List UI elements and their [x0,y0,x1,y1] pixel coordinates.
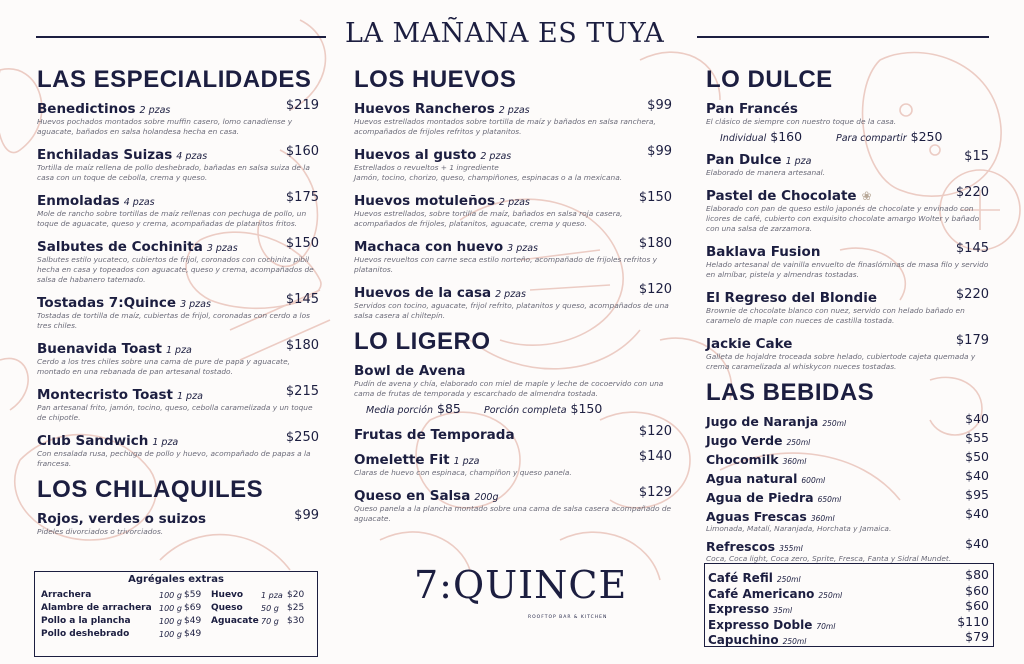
extras-qty: 100 g [159,591,182,600]
item-description: Huevos estrellados, sobre tortilla de maíz, bañados en salsa roja casera, acompañados de frijoles, platanitos, aguacate, crema y queso. [354,209,623,228]
extras-title: Agrégales extras [128,574,224,585]
item-description: Pan artesanal frito, jamón, tocino, queso, cebolla caramelizada y un toque de chipotle. [37,403,313,422]
item-description: Servidos con tocino, aguacate, frijol refrito, platanitos y queso, acompañados de una salsa casera al chiltepín. [354,301,669,320]
item-size: 200g [474,492,499,503]
item-head [354,144,672,162]
menu-item [37,236,319,285]
item-name: Benedictinos [37,101,136,117]
item-name: Enmoladas [37,193,120,209]
extras-row [41,603,211,615]
item-description: Tostadas de tortilla de maíz, cubiertas de frijol, coronadas con cerdo a los tres chiles. [37,311,310,330]
item-price: $50 [965,449,989,464]
item-size: 250ml [822,419,847,428]
menu-item [706,185,989,234]
item-size: 2 pzas [499,197,530,208]
item-price: $180 [638,236,672,251]
item-size: 70ml [816,621,836,631]
item-price: $120 [638,424,672,439]
item-head [37,98,319,116]
title-rule-right [697,36,989,38]
header [0,14,1024,54]
menu-item [354,144,672,183]
extras-price: $49 [184,616,202,626]
item-name: Bowl de Avena [354,363,466,379]
menu-item [37,384,319,423]
item-head [354,449,672,467]
menu-item [354,98,672,137]
item-price: $220 [955,287,989,302]
item-description: Huevos revueltos con carne seca estilo norteño, acompañado de frijoles refritos y platanitos. [354,255,658,274]
item-size: 4 pzas [123,197,155,208]
extras-row [211,603,311,615]
menu-item [354,485,672,524]
column-especialidades [37,66,319,544]
menu-item [706,487,989,504]
extras-price: $20 [287,590,305,600]
column-huevos [354,66,672,531]
item-name: Omelette Fit [354,452,450,468]
item-size: 250ml [818,590,843,600]
item-description: Claras de huevo con espinaca, champiñon y queso panela. [354,468,572,477]
item-description: Estrellados o revueltos + 1 ingrediente Jamón, tocino, chorizo, queso, champiñones, espinacas o a la mexicana. [354,163,623,182]
item-name: Machaca con huevo [354,239,504,255]
item-name: Refrescos [706,539,776,554]
section-title-especialidades: LAS ESPECIALIDADES [37,66,312,93]
item-price: $145 [285,292,319,307]
extras-qty: 100 g [159,617,182,626]
item-name: Huevos motuleños [354,193,495,209]
extras-row [41,629,211,641]
extras-name: Pollo a la plancha [41,616,131,626]
item-description: Pudín de avena y chía, elaborado con miel de maple y leche de cocoervido con una cama de frutas de temporada y escarchado de almendra tostada. [354,379,664,398]
item-size: 3 pzas [206,243,238,254]
coffee-box [704,563,994,647]
item-description: Salbutes estilo yucateco, cubiertos de frijol, coronados con cochinita pibil hecha en casa y topeados con aguacate, queso y crema, acompañados de salsa de habanero tatemado. [37,255,314,284]
item-price: $175 [285,190,319,205]
item-head [706,468,989,485]
item-name: Baklava Fusion [706,244,821,260]
item-size: 360ml [782,457,807,466]
item-head [354,190,672,208]
item-size: 3 pzas [507,243,538,254]
item-name: Café Americano [708,586,815,601]
section-title-dulce: LO DULCE [706,66,833,93]
coffee-row [708,614,989,630]
item-head [706,185,989,203]
item-size: 1 pza [165,345,192,356]
dulce-list [706,149,989,372]
size-options [354,401,672,417]
item-price: $110 [957,613,989,629]
menu-item [706,333,989,372]
size-price: $85 [437,401,461,416]
item-name: Club Sandwich [37,433,149,449]
item-price: $40 [965,536,989,551]
item-head [706,430,989,447]
menu-item [37,430,319,469]
item-description: Mole de rancho sobre tortillas de maíz rellenas con pechuga de pollo, un toque de aguacate, queso y crema, acompañadas de platanitos fritos. [37,209,307,228]
menu-item [706,449,989,466]
extras-price: $49 [184,629,202,639]
item-size: 4 pzas [176,151,208,162]
item-head [37,144,319,162]
section-title-chilaquiles: LOS CHILAQUILES [37,476,264,503]
item-description: Brownie de chocolate blanco con nuez, servido con helado bañado en caramelo de maple con nueces de castilla tostada. [706,306,965,325]
item-size: 1 pza [453,456,480,467]
item-size: 600ml [801,476,826,485]
item-head [354,424,672,442]
item-price: $145 [955,241,989,256]
menu-item [354,236,672,275]
item-head [706,449,989,466]
item-name: Huevos de la casa [354,285,492,301]
extras-qty: 50 g [261,604,279,613]
size-price: $150 [570,401,603,416]
item-price: $79 [965,629,989,645]
extras-box [34,571,318,657]
item-name: Pastel de Chocolate [706,188,857,204]
item-price: $140 [638,449,672,464]
item-description: Huevos pochados montados sobre muffin casero, lomo canadiense y aguacate, bañados en salsa holandesa hecha en casa. [37,117,293,136]
item-description: Con ensalada rusa, pechuga de pollo y huevo, acompañado de papas a la francesa. [37,449,311,468]
item-price: $179 [955,333,989,348]
item-head [37,292,319,310]
section-title-huevos: LOS HUEVOS [354,66,517,93]
item-price: $40 [965,468,989,483]
item-name: El Regreso del Blondie [706,290,877,306]
section-title-bebidas: LAS BEBIDAS [706,379,875,406]
item-price: $129 [638,485,672,500]
chocolate-cake-icon: ❀ [861,189,872,203]
menu-item [706,241,989,280]
menu-item [37,338,319,377]
item-name: Enchiladas Suizas [37,147,173,163]
item-head [706,333,989,351]
menu-item [354,190,672,229]
menu-item [37,144,319,183]
item-description: Queso panela a la plancha montado sobre una cama de salsa casera acompañado de aguacate. [354,504,672,523]
menu-item [354,449,672,478]
item-size: 2 pzas [480,151,512,162]
item-head [37,430,319,448]
item-price: $250 [285,430,319,445]
section-title-ligero: LO LIGERO [354,328,491,355]
column-dulce [706,66,989,566]
extras-price: $25 [287,603,305,613]
item-name: Pan Dulce [706,152,782,168]
extras-name: Aguacate [211,616,259,626]
size-label: Media porción [366,405,433,416]
item-head [37,384,319,402]
item-name: Capuchino [708,633,779,648]
item-price: $40 [965,506,989,521]
menu-item [706,287,989,326]
menu-item [37,98,319,137]
item-size: 355ml [779,544,803,553]
extras-row [211,590,311,602]
coffee-row [708,567,989,583]
item-name: Frutas de Temporada [354,427,515,443]
extras-row [41,590,211,602]
item-price: $220 [955,185,989,200]
extras-qty: 70 g [261,617,279,626]
item-size: 2 pzas [495,289,526,300]
item-size: 2 pzas [139,105,171,116]
item-name: Agua natural [706,471,798,486]
item-price: $219 [285,98,319,113]
item-price: $120 [638,282,672,297]
item-size: 250ml [782,637,807,647]
item-size: 35ml [773,606,793,616]
item-description: Galleta de hojaldre troceada sobre helado, cubiertode cajeta quemada y crema caramelizada al whiskycon nueces tostadas. [706,352,976,371]
item-price: $215 [285,384,319,399]
logo-text: 7:QUINCE [414,563,628,607]
item-price: $150 [285,236,319,251]
item-price: $60 [965,598,989,614]
item-name: Expresso [708,602,770,617]
item-head [706,149,989,167]
item-price: $15 [964,149,989,164]
item-size: 650ml [817,495,842,504]
item-price: $80 [965,567,989,582]
item-head [706,506,989,523]
extras-price: $30 [287,616,305,626]
menu-item [37,292,319,331]
item-description: Pideles divorciados o trivorciados. [37,527,164,536]
extras-qty: 100 g [159,630,182,639]
item-head [706,487,989,504]
item-price: $95 [965,487,989,502]
item-price: $150 [638,190,672,205]
item-name: Agua de Piedra [706,490,814,505]
menu-item [706,506,989,534]
coffee-row [708,583,989,599]
extras-name: Arrachera [41,590,92,600]
menu-item [706,98,989,145]
item-head [354,485,672,503]
extras-price: $59 [184,590,202,600]
item-name: Rojos, verdes o suizos [37,511,207,527]
item-price: $99 [647,144,672,159]
item-name: Huevos al gusto [354,147,477,163]
item-name: Jugo de Naranja [706,414,819,429]
item-head [37,338,319,356]
item-name: Queso en Salsa [354,488,471,504]
item-head [354,282,672,300]
extras-name: Pollo deshebrado [41,629,130,639]
bebidas-list [706,411,989,564]
item-description: Tortilla de maíz rellena de pollo deshebrado, bañadas en salsa suiza de la casa con un toque de cebolla, crema y queso. [37,163,310,182]
item-name: Jackie Cake [706,336,793,352]
item-size: 3 pzas [180,299,211,310]
huevos-list [354,98,672,321]
item-name: Café Refil [708,571,773,585]
item-description: Huevos estrellados montados sobre tortilla de maíz y bañados en salsa ranchera, acompañados de frijoles refritos y platanitos. [354,117,656,136]
extras-qty: 1 pza [261,591,283,600]
extras-price: $69 [184,603,202,613]
menu-item [354,282,672,321]
item-size: 1 pza [152,437,179,448]
logo [414,563,628,627]
size-price: $160 [770,129,803,144]
menu-item [706,468,989,485]
item-head [706,411,989,428]
item-name: Aguas Frescas [706,509,807,524]
item-price: $180 [285,338,319,353]
size-label: Porción completa [484,405,567,416]
coffee-row [708,598,989,617]
item-name: Pan Francés [706,101,798,117]
item-name: Salbutes de Cochinita [37,239,203,255]
item-head [37,190,319,208]
item-name: Tostadas 7:Quince [37,295,177,311]
item-head [354,236,672,254]
logo-tagline: ROOFTOP BAR & KITCHEN [528,615,608,620]
item-name: Montecristo Toast [37,387,173,403]
coffee-row [708,629,989,648]
item-size: 2 pzas [498,105,530,116]
item-name: Chocomilk [706,452,779,467]
extras-row [211,616,311,628]
item-name: Jugo Verde [706,433,783,448]
item-name: Expresso Doble [708,617,813,632]
menu-item [37,508,319,537]
menu-item [354,424,672,442]
item-description: Elaborado de manera artesanal. [706,168,826,177]
extras-qty: 100 g [159,604,182,613]
item-size: 250ml [776,575,801,584]
size-label: Individual [720,133,767,144]
item-head [37,236,319,254]
item-description: El clásico de siempre con nuestro toque de la casa. [706,117,897,126]
extras-row [41,616,211,628]
title-rule-left [36,36,326,38]
item-size: 250ml [786,438,811,447]
item-size: 360ml [810,514,835,523]
item-head [354,98,672,116]
item-price: $55 [965,430,989,445]
item-description: Cerdo a los tres chiles sobre una cama de pure de papa y aguacate, montado en una rebanada de pan artesanal tostado. [37,357,290,376]
item-size: 1 pza [785,156,812,167]
item-head [706,287,989,305]
extras-name: Queso [211,603,243,613]
item-head [706,241,989,259]
menu-item [706,149,989,178]
item-price: $99 [294,508,319,523]
especialidades-list [37,98,319,469]
item-size: 1 pza [176,391,203,402]
item-description: Helado artesanal de vainilla envuelto de finaslóminas de masa filo y servido en almíbar, pistela y almendras tostadas. [706,260,989,279]
menu-item [706,411,989,428]
extras-name: Alambre de arrachera [41,603,152,613]
item-price: $60 [965,582,989,598]
menu-item [37,190,319,229]
item-name: Huevos Rancheros [354,101,495,117]
menu-item [706,430,989,447]
item-name: Buenavida Toast [37,341,162,357]
item-description: Coca, Coca light, Coca zero, Sprite, Fresca, Fanta y Sidral Mundet. [706,554,952,563]
ligero-list [354,424,672,524]
item-description: Elaborado con pan de queso estilo japonés de chocolate y envinado con licores de café, cubierto con exquisito chocolate amargo Wolter y bañado con una salsa de zarzamora. [706,204,980,233]
item-price: $160 [285,144,319,159]
item-price: $40 [965,411,989,426]
menu-item [354,360,672,417]
item-description: Limonada, Matalí, Naranjada, Horchata y Jamaica. [706,524,892,533]
item-price: $99 [647,98,672,113]
extras-name: Huevo [211,590,244,600]
size-label: Para compartir [836,133,907,144]
size-price: $250 [910,129,943,144]
item-head [706,536,989,553]
page-title: LA MAÑANA ES TUYA [345,18,665,49]
size-options [706,129,989,145]
menu-item [706,536,989,564]
